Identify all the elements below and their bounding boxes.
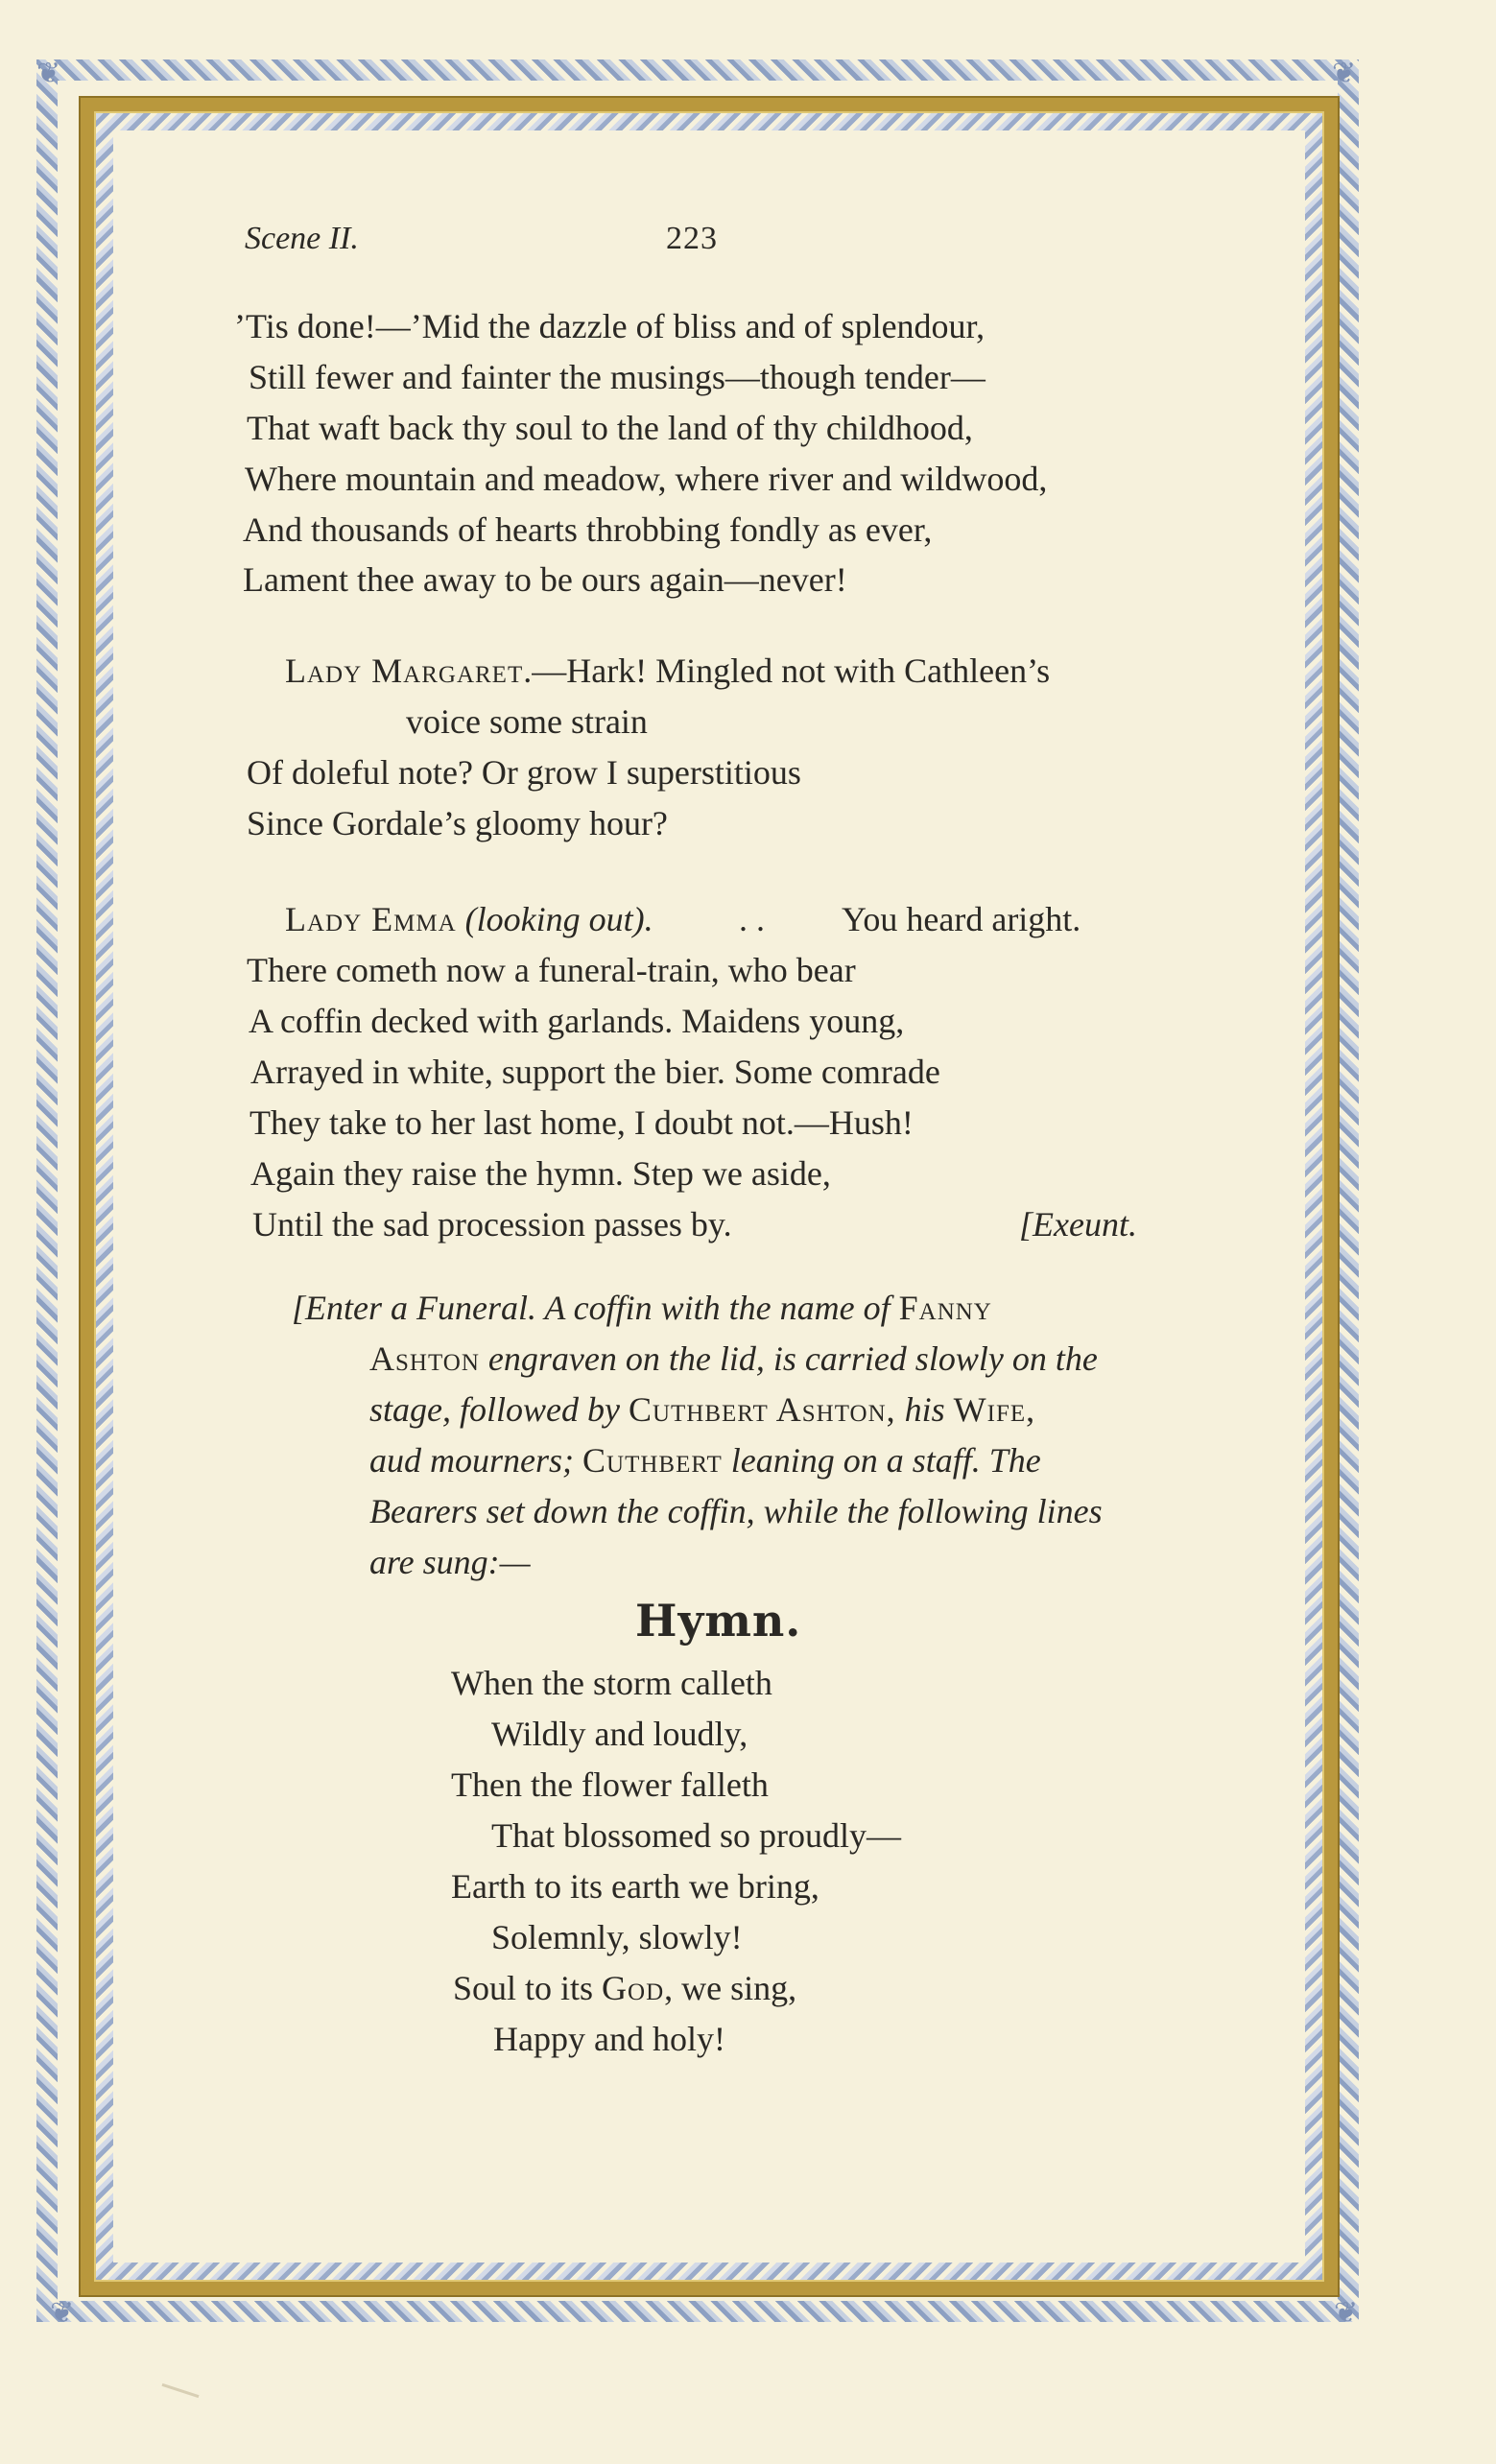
running-header-scene: Scene II.	[245, 221, 359, 256]
corner-ornament-icon: ❦	[1332, 58, 1357, 89]
stage-direction-line: are sung:—	[369, 1543, 531, 1581]
corner-ornament-icon: ❦	[36, 58, 61, 89]
verse-line: Still fewer and fainter the musings—though tender—	[249, 358, 985, 396]
verse-line: Where mountain and meadow, where river and wildwood,	[245, 460, 1048, 498]
verse-line: Lament thee away to be ours again—never!	[243, 560, 847, 599]
stage-direction-line: aud mourners; Cuthbert leaning on a staff. The	[369, 1441, 1041, 1480]
speech-line: Until the sad procession passes by.	[252, 1205, 732, 1244]
hymn-line: Happy and holy!	[493, 2020, 725, 2058]
stage-direction-line: Ashton engraven on the lid, is carried slowly on the	[369, 1339, 1098, 1378]
speech-line: A coffin decked with garlands. Maidens young,	[249, 1002, 905, 1040]
speech-line: Of doleful note? Or grow I superstitious	[247, 753, 801, 792]
speech-line: Since Gordale’s gloomy hour?	[247, 804, 668, 842]
corner-ornament-icon: ❦	[50, 2297, 75, 2329]
hymn-line: Soul to its God, we sing,	[453, 1969, 797, 2007]
stage-direction-line: stage, followed by Cuthbert Ashton, his Wife,	[369, 1390, 1036, 1429]
speech-line	[285, 653, 1050, 688]
speech-text: .—Hark! Mingled not with Cathleen’s	[523, 652, 1051, 690]
hymn-line: Earth to its earth we bring,	[451, 1867, 819, 1906]
exit-direction: [Exeunt.	[1019, 1205, 1137, 1244]
hymn-line: Solemnly, slowly!	[491, 1918, 743, 1956]
stage-direction-line: Bearers set down the coffin, while the following lines	[369, 1492, 1103, 1530]
speaker-name: Lady Margaret	[285, 652, 524, 690]
speech-line: They take to her last home, I doubt not.—Hush!	[249, 1103, 914, 1142]
stage-direction-line: [Enter a Funeral. A coffin with the name of Fanny	[292, 1289, 992, 1327]
verse-line: ’Tis done!—’Mid the dazzle of bliss and of splendour,	[234, 307, 985, 345]
speech-line: There cometh now a funeral-train, who bear	[247, 951, 856, 989]
ellipsis-dots: . .	[739, 900, 765, 938]
speaker-name: Lady Emma (looking out).	[285, 900, 653, 938]
hymn-line: That blossomed so proudly—	[491, 1816, 901, 1855]
speech-line: voice some strain	[406, 702, 648, 741]
stage-direction-inline: (looking out).	[464, 900, 653, 938]
verse-line: That waft back thy soul to the land of thy childhood,	[247, 409, 973, 447]
speech-line: Again they raise the hymn. Step we aside,	[250, 1154, 831, 1193]
hymn-title: Hymn.	[635, 1595, 802, 1647]
verse-line: And thousands of hearts throbbing fondly as ever,	[243, 510, 933, 549]
hymn-line: When the storm calleth	[451, 1664, 772, 1702]
corner-ornament-icon: ❦	[1334, 2297, 1359, 2329]
hymn-line: Then the flower falleth	[451, 1765, 769, 1804]
speech-line: You heard aright.	[842, 900, 1081, 938]
page-number: 223	[666, 221, 718, 256]
hymn-line: Wildly and loudly,	[491, 1715, 748, 1753]
speech-line: Arrayed in white, support the bier. Some comrade	[250, 1053, 940, 1091]
